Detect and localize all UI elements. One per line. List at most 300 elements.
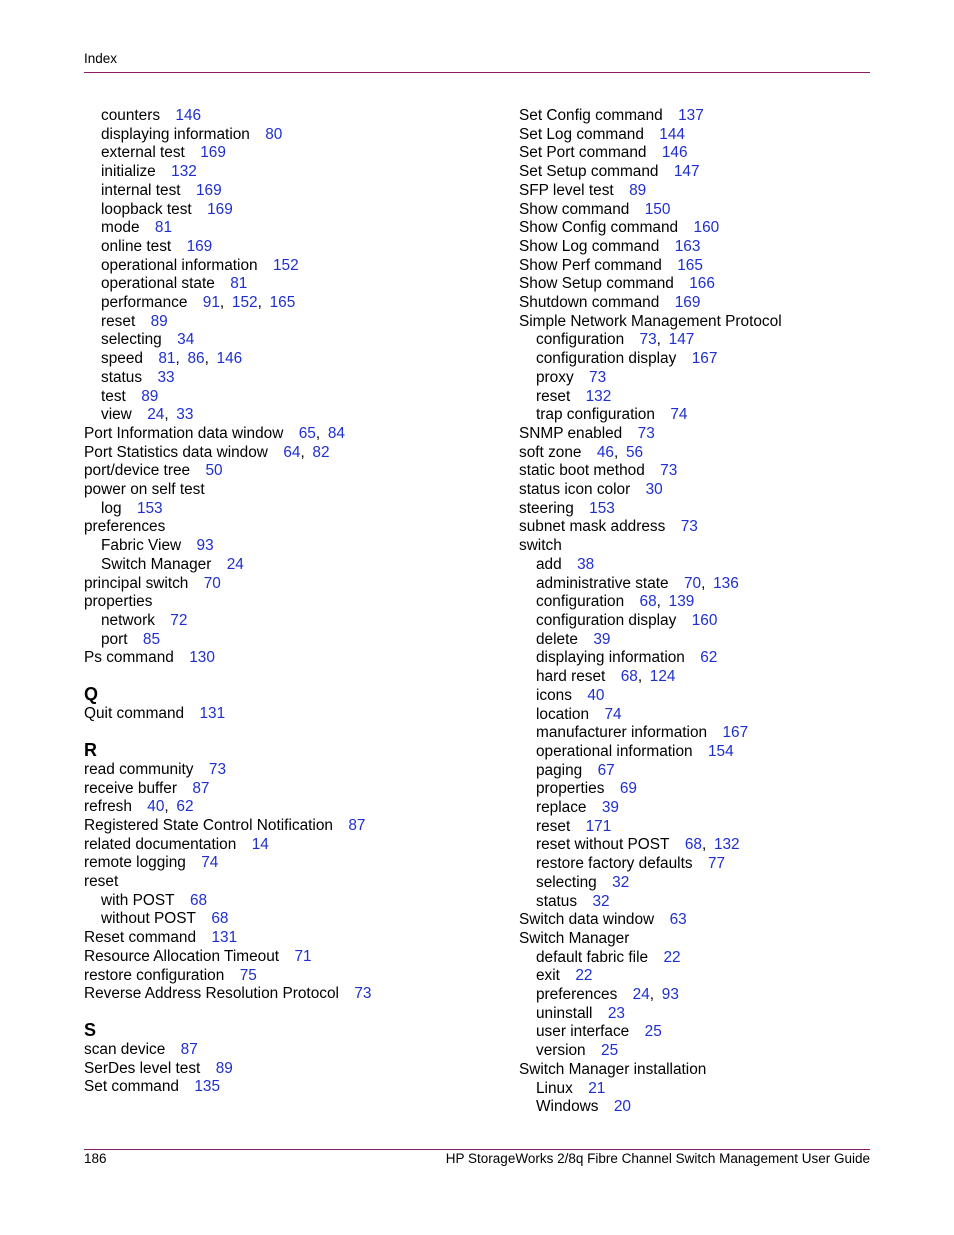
index-term: soft zone <box>519 443 582 461</box>
index-subentry <box>84 631 444 650</box>
page-link[interactable]: 89 <box>629 181 647 199</box>
page-link[interactable]: 166 <box>689 275 715 293</box>
index-entry <box>84 873 444 892</box>
page-link[interactable]: 70 <box>683 574 702 592</box>
index-subentry <box>519 743 879 762</box>
index-entry <box>519 126 879 145</box>
index-subentry <box>84 238 444 257</box>
page-link[interactable]: 89 <box>215 1059 233 1077</box>
page-link[interactable]: 137 <box>678 107 704 124</box>
index-term: configuration display <box>536 350 677 368</box>
page-link[interactable]: 40 <box>587 686 605 704</box>
index-entry <box>84 817 444 836</box>
index-term: Show Log command <box>519 237 660 255</box>
page-link[interactable]: 74 <box>604 705 622 723</box>
index-entry: refresh 40, 62 <box>84 798 194 816</box>
index-subentry <box>84 163 444 182</box>
index-term: add <box>536 555 562 573</box>
index-term: Resource Allocation Timeout <box>84 947 280 965</box>
index-term: SerDes level test <box>84 1059 201 1077</box>
page-link[interactable]: 93 <box>196 537 214 555</box>
index-subentry <box>519 631 879 650</box>
index-term: refresh <box>84 798 132 816</box>
index-term: restore factory defaults <box>536 855 693 873</box>
page-link[interactable]: 131 <box>211 929 238 947</box>
page-link[interactable]: 22 <box>663 948 681 966</box>
index-entry <box>519 1061 879 1080</box>
index-subentry <box>519 780 879 799</box>
page-link[interactable]: 23 <box>607 1004 625 1022</box>
index-term: read community <box>84 760 194 778</box>
index-entry <box>84 836 444 855</box>
page-link[interactable]: 146 <box>175 107 202 124</box>
index-entry <box>84 1078 444 1097</box>
page-link[interactable]: 169 <box>200 144 226 162</box>
index-term: reset without POST <box>536 836 670 854</box>
index-term: switch <box>519 537 562 555</box>
index-term: without POST <box>101 910 196 928</box>
page-link[interactable]: 130 <box>189 649 215 667</box>
index-term: Set command <box>84 1078 179 1096</box>
page-link[interactable]: 75 <box>239 966 257 984</box>
page-link[interactable]: 84 <box>327 424 345 442</box>
index-subentry <box>84 910 444 929</box>
index-entry <box>519 257 879 276</box>
page-link[interactable]: 169 <box>186 237 213 255</box>
index-entry <box>519 275 879 294</box>
index-term: speed <box>101 350 143 368</box>
page-link[interactable]: 68 <box>639 593 657 611</box>
page-link[interactable]: 73 <box>660 462 678 480</box>
page-link[interactable]: 22 <box>575 967 593 985</box>
page-link[interactable]: 144 <box>659 125 685 143</box>
page-link[interactable]: 85 <box>142 630 161 648</box>
index-subentry <box>519 949 879 968</box>
index-term: operational state <box>101 275 215 293</box>
page-link[interactable]: 50 <box>205 462 223 480</box>
index-entry <box>84 1041 444 1060</box>
index-term: counters <box>101 107 161 124</box>
page-link[interactable]: 152 <box>272 256 299 274</box>
index-entry <box>519 930 879 949</box>
page-link[interactable]: 70 <box>203 574 221 592</box>
index-entry <box>519 425 879 444</box>
index-subentry <box>84 201 444 220</box>
index-term: operational information <box>101 256 258 274</box>
page-link[interactable]: 132 <box>585 387 612 405</box>
index-subentry <box>84 500 444 519</box>
index-subentry <box>84 388 444 407</box>
index-term: subnet mask address <box>519 518 666 536</box>
index-subentry: configuration 73, 147 <box>536 331 695 349</box>
index-subentry <box>519 1080 879 1099</box>
index-subentry: reset without POST 68, 132 <box>536 836 740 854</box>
index-term: Reverse Address Resolution Protocol <box>84 985 339 1003</box>
index-subentry <box>84 219 444 238</box>
page-link[interactable]: 171 <box>585 817 612 835</box>
page-link[interactable]: 68 <box>684 836 702 854</box>
page-link[interactable]: 72 <box>170 611 188 629</box>
page-link[interactable]: 25 <box>644 1023 662 1041</box>
index-subentry <box>84 556 444 575</box>
page-link[interactable]: 39 <box>601 799 619 817</box>
index-subentry <box>84 369 444 388</box>
page-link[interactable]: 160 <box>691 611 718 629</box>
index-term: Switch data window <box>519 911 655 929</box>
page-link[interactable]: 132 <box>171 163 197 181</box>
index-term: reset <box>536 817 571 835</box>
page-link[interactable]: 69 <box>619 780 637 798</box>
index-subentry <box>519 350 879 369</box>
page-link[interactable]: 87 <box>348 816 366 834</box>
page-link[interactable]: 68 <box>620 668 638 686</box>
index-term: preferences <box>84 518 166 536</box>
index-subentry <box>519 1098 879 1117</box>
page-link[interactable]: 21 <box>588 1079 606 1097</box>
index-term: displaying information <box>536 649 685 667</box>
page-link[interactable]: 64 <box>283 443 301 461</box>
index-term: reset <box>101 312 136 330</box>
index-term: Simple Network Management Protocol <box>519 312 782 330</box>
index-term: configuration <box>536 593 625 611</box>
index-entry <box>519 163 879 182</box>
page-link[interactable]: 74 <box>201 854 219 872</box>
index-term: performance <box>101 294 188 312</box>
index-subentry <box>84 126 444 145</box>
index-entry <box>84 705 444 724</box>
page-link[interactable]: 81 <box>154 219 173 237</box>
index-subentry <box>84 182 444 201</box>
page-link[interactable]: 62 <box>700 649 718 667</box>
index-subentry <box>519 612 879 631</box>
page-link[interactable]: 68 <box>189 891 208 909</box>
index-term: Show command <box>519 200 630 218</box>
page-link[interactable]: 40 <box>147 798 165 816</box>
index-term: loopback test <box>101 200 192 218</box>
index-entry <box>84 462 444 481</box>
index-entry: soft zone 46, 56 <box>519 443 644 461</box>
index-subentry <box>519 799 879 818</box>
index-letter-heading: S <box>84 1019 97 1040</box>
index-entry <box>84 1060 444 1079</box>
index-term: Shutdown command <box>519 294 660 312</box>
page-link[interactable]: 146 <box>216 350 243 368</box>
index-term: status <box>101 368 143 386</box>
page-link[interactable]: 73 <box>354 985 372 1003</box>
page-link[interactable]: 165 <box>269 294 296 312</box>
index-term: Set Config command <box>519 107 663 124</box>
page-link[interactable]: 62 <box>176 798 194 816</box>
page-link[interactable]: 131 <box>199 705 226 723</box>
index-term: preferences <box>536 986 618 1004</box>
index-subentry <box>84 892 444 911</box>
page-link[interactable]: 82 <box>312 443 330 461</box>
page-link[interactable]: 169 <box>195 181 222 199</box>
page-link[interactable]: 30 <box>645 481 663 499</box>
page-link[interactable]: 25 <box>601 1042 619 1060</box>
index-term: scan device <box>84 1040 166 1058</box>
index-term: reset <box>536 387 571 405</box>
index-term: icons <box>536 686 572 704</box>
page-link[interactable]: 163 <box>674 237 701 255</box>
index-term: network <box>101 611 155 629</box>
page-link[interactable]: 39 <box>593 630 611 648</box>
index-term: Switch Manager installation <box>519 1060 707 1078</box>
index-subentry <box>519 762 879 781</box>
page-link[interactable]: 24 <box>632 986 650 1004</box>
index-entry <box>84 593 444 612</box>
index-term: hard reset <box>536 668 606 686</box>
index-term: Set Log command <box>519 125 644 143</box>
index-term: view <box>101 406 132 424</box>
page-link[interactable]: 77 <box>707 855 726 873</box>
index-subentry <box>84 313 444 332</box>
index-term: Port Information data window <box>84 424 284 442</box>
page-link[interactable]: 24 <box>147 406 165 424</box>
index-entry <box>84 929 444 948</box>
page-link[interactable]: 93 <box>661 986 679 1004</box>
index-term: Port Statistics data window <box>84 443 268 461</box>
index-term: Registered State Control Notification <box>84 816 333 834</box>
page-link[interactable]: 46 <box>596 443 614 461</box>
index-term: test <box>101 387 126 405</box>
index-term: external test <box>101 144 185 162</box>
index-term: version <box>536 1042 586 1060</box>
page-link[interactable]: 154 <box>707 742 734 760</box>
index-letter-heading: R <box>84 739 97 760</box>
index-term: receive buffer <box>84 779 177 797</box>
page-link[interactable]: 160 <box>693 219 720 237</box>
index-subentry <box>519 649 879 668</box>
index-subentry <box>519 855 879 874</box>
index-term: principal switch <box>84 574 189 592</box>
index-subentry <box>519 369 879 388</box>
index-entry <box>84 575 444 594</box>
page-link[interactable]: 20 <box>613 1098 631 1116</box>
page-link[interactable]: 167 <box>722 724 749 742</box>
index-column-left <box>84 107 444 1097</box>
index-term: SFP level test <box>519 181 614 199</box>
index-entry <box>519 481 879 500</box>
index-subentry: hard reset 68, 124 <box>536 668 676 686</box>
page-link[interactable]: 165 <box>677 256 703 274</box>
page-footer <box>84 1151 870 1166</box>
index-term: exit <box>536 967 560 985</box>
index-entry <box>519 294 879 313</box>
page-link[interactable]: 86 <box>187 350 205 368</box>
index-column-right <box>519 107 879 1117</box>
index-term: Quit command <box>84 705 185 723</box>
index-term: properties <box>84 593 153 611</box>
header-rule <box>84 72 870 73</box>
index-term: port/device tree <box>84 462 191 480</box>
page-link[interactable]: 89 <box>141 387 159 405</box>
page-link[interactable]: 73 <box>680 518 698 536</box>
index-term: default fabric file <box>536 948 649 966</box>
index-term: operational information <box>536 742 693 760</box>
index-term: Linux <box>536 1079 573 1097</box>
page-link[interactable]: 73 <box>589 368 607 386</box>
index-entry <box>84 780 444 799</box>
index-entry <box>519 313 879 332</box>
index-subentry <box>519 406 879 425</box>
index-term: remote logging <box>84 854 186 872</box>
index-entry <box>84 518 444 537</box>
index-term: status icon color <box>519 481 631 499</box>
index-subentry <box>519 687 879 706</box>
index-term: port <box>101 630 128 648</box>
page-link[interactable]: 38 <box>577 555 595 573</box>
index-subentry <box>519 556 879 575</box>
page-link[interactable]: 63 <box>669 911 687 929</box>
index-term: paging <box>536 761 583 779</box>
index-entry <box>519 201 879 220</box>
index-subentry: preferences 24, 93 <box>536 986 679 1004</box>
index-term: location <box>536 705 590 723</box>
page-link[interactable]: 152 <box>231 294 258 312</box>
index-entry <box>519 144 879 163</box>
index-term: uninstall <box>536 1004 593 1022</box>
index-entry <box>519 107 879 126</box>
page-link[interactable]: 91 <box>202 294 220 312</box>
page-link[interactable]: 169 <box>674 294 701 312</box>
page-link[interactable]: 169 <box>207 200 233 218</box>
page-link[interactable]: 14 <box>251 835 269 853</box>
index-term: with POST <box>101 891 175 909</box>
page-link[interactable]: 33 <box>176 406 194 424</box>
page-link[interactable]: 81 <box>230 275 248 293</box>
page-link[interactable]: 71 <box>294 947 312 965</box>
index-subentry <box>84 144 444 163</box>
index-entry <box>84 761 444 780</box>
index-entry <box>84 967 444 986</box>
index-term: trap configuration <box>536 406 655 424</box>
index-entry <box>519 238 879 257</box>
index-term: replace <box>536 799 587 817</box>
index-subentry <box>519 388 879 407</box>
page-link[interactable]: 132 <box>713 836 740 854</box>
index-term: Set Port command <box>519 144 647 162</box>
page-link[interactable]: 87 <box>192 779 210 797</box>
index-term: configuration <box>536 331 625 349</box>
index-term: reset <box>84 873 119 891</box>
page-link[interactable]: 146 <box>661 144 688 162</box>
page-link[interactable]: 153 <box>136 499 163 517</box>
index-term: Switch Manager <box>101 555 212 573</box>
index-term: steering <box>519 499 574 517</box>
page-link[interactable]: 167 <box>691 350 718 368</box>
index-entry: Port Statistics data window 64, 82 <box>84 443 330 461</box>
index-term: online test <box>101 237 172 255</box>
page-link[interactable]: 32 <box>612 873 630 891</box>
index-subentry <box>519 818 879 837</box>
footer-rule <box>84 1149 870 1150</box>
page-link[interactable]: 24 <box>226 555 244 573</box>
page-link[interactable]: 147 <box>668 331 695 349</box>
index-entry <box>519 518 879 537</box>
index-term: selecting <box>536 873 597 891</box>
page-link[interactable]: 139 <box>668 593 695 611</box>
index-subentry <box>519 706 879 725</box>
running-head: Index <box>84 51 118 66</box>
index-term: configuration display <box>536 611 677 629</box>
page-number: 186 <box>84 1151 107 1166</box>
index-entry <box>84 649 444 668</box>
page-link[interactable]: 150 <box>644 200 671 218</box>
page-link[interactable]: 67 <box>597 761 615 779</box>
page-link[interactable]: 136 <box>713 574 739 592</box>
index-entry <box>84 985 444 1004</box>
page-link[interactable]: 74 <box>670 406 688 424</box>
index-term: Show Setup command <box>519 275 674 293</box>
index-entry <box>519 537 879 556</box>
index-subentry <box>84 275 444 294</box>
page-link[interactable]: 65 <box>298 424 316 442</box>
index-entry <box>519 911 879 930</box>
index-subentry <box>84 537 444 556</box>
index-term: administrative state <box>536 574 669 592</box>
page-link[interactable]: 81 <box>158 350 176 368</box>
index-letter-heading: Q <box>84 684 99 705</box>
index-term: mode <box>101 219 140 237</box>
index-subentry: configuration 68, 139 <box>536 593 695 611</box>
index-term: power on self test <box>84 481 205 499</box>
page-link[interactable]: 34 <box>177 331 195 349</box>
page-link[interactable]: 80 <box>265 125 283 143</box>
index-term: related documentation <box>84 835 237 853</box>
index-entry <box>519 462 879 481</box>
page-link[interactable]: 73 <box>639 331 657 349</box>
index-subentry <box>84 257 444 276</box>
page-link[interactable]: 135 <box>194 1078 221 1096</box>
index-subentry: speed 81, 86, 146 <box>101 350 243 368</box>
page-link[interactable]: 124 <box>649 668 676 686</box>
page-link[interactable]: 147 <box>673 163 700 181</box>
page-link[interactable]: 73 <box>637 424 655 442</box>
index-subentry: performance 91, 152, 165 <box>101 294 296 312</box>
index-subentry <box>519 1023 879 1042</box>
index-term: static boot method <box>519 462 645 480</box>
index-term: Fabric View <box>101 537 182 555</box>
page-link[interactable]: 89 <box>150 312 168 330</box>
index-term: delete <box>536 630 578 648</box>
index-term: Show Config command <box>519 219 679 237</box>
index-term: internal test <box>101 181 181 199</box>
page-link[interactable]: 153 <box>589 499 615 517</box>
page-link[interactable]: 87 <box>180 1040 198 1058</box>
index-term: displaying information <box>101 125 250 143</box>
index-entry <box>519 219 879 238</box>
index-term: Set Setup command <box>519 163 659 181</box>
page-link[interactable]: 33 <box>157 368 175 386</box>
index-subentry: view 24, 33 <box>101 406 194 424</box>
index-entry <box>84 854 444 873</box>
index-subentry <box>519 893 879 912</box>
index-term: proxy <box>536 368 574 386</box>
page-link[interactable]: 56 <box>625 443 644 461</box>
index-subentry <box>84 612 444 631</box>
page-link[interactable]: 68 <box>211 910 229 928</box>
index-term: Windows <box>536 1098 599 1116</box>
index-term: Ps command <box>84 649 174 667</box>
index-subentry <box>84 331 444 350</box>
index-entry: Port Information data window 65, 84 <box>84 424 345 442</box>
index-subentry <box>519 1042 879 1061</box>
page-link[interactable]: 73 <box>208 760 227 778</box>
index-term: user interface <box>536 1023 630 1041</box>
index-term: Reset command <box>84 929 197 947</box>
page-link[interactable]: 32 <box>592 892 610 910</box>
